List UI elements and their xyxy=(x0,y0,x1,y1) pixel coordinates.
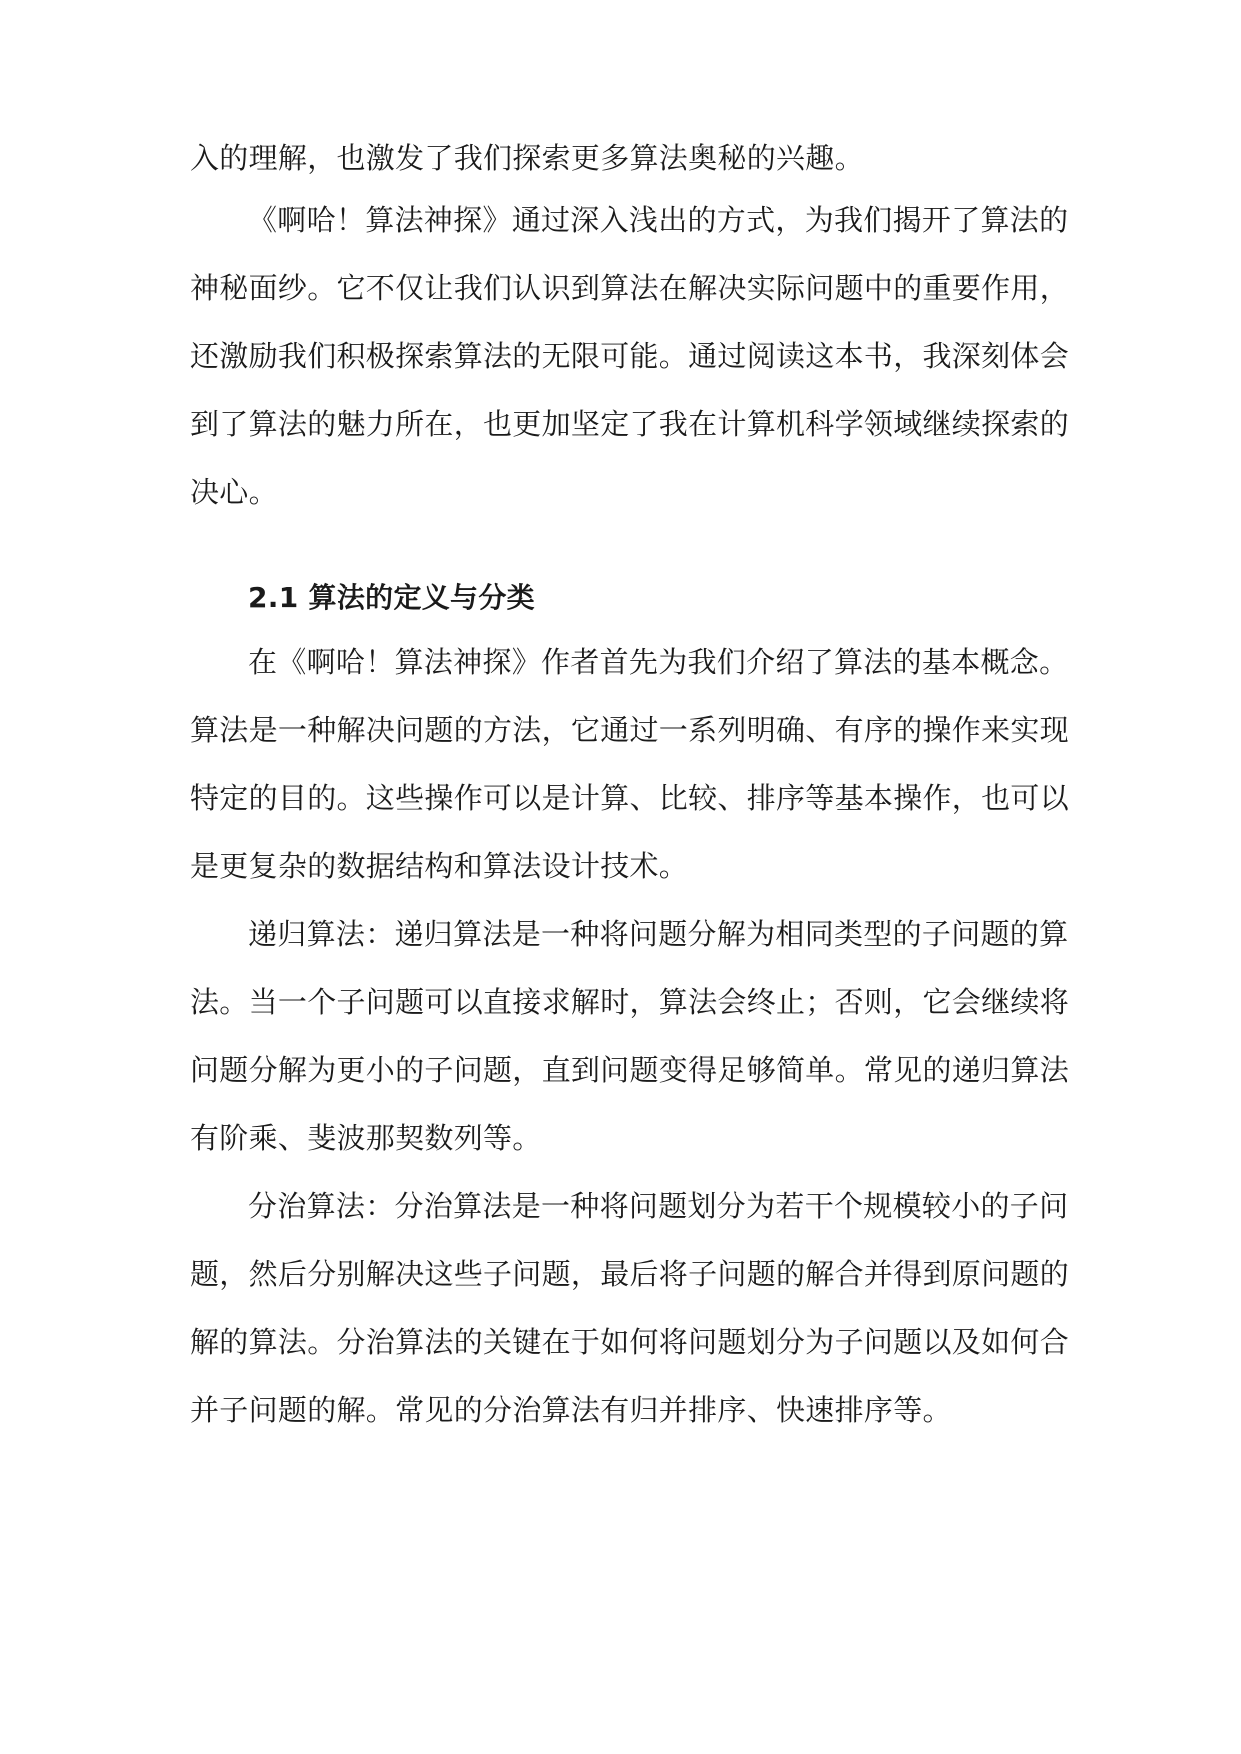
paragraph-line: 递归算法：递归算法是一种将问题分解为相同类型的子问题的算 xyxy=(248,917,1069,951)
paragraph-line: 在《啊哈！算法神探》作者首先为我们介绍了算法的基本概念。 xyxy=(248,645,1069,679)
paragraph-line: 解的算法。分治算法的关键在于如何将问题划分为子问题以及如何合 xyxy=(190,1325,1070,1359)
paragraph-line: 还激励我们积极探索算法的无限可能。通过阅读这本书，我深刻体会 xyxy=(190,339,1070,373)
paragraph-line: 有阶乘、斐波那契数列等。 xyxy=(190,1121,542,1155)
paragraph-line: 算法是一种解决问题的方法，它通过一系列明确、有序的操作来实现 xyxy=(190,713,1070,747)
paragraph-line: 法。当一个子问题可以直接求解时，算法会终止；否则，它会继续将 xyxy=(190,985,1070,1019)
paragraph-line: 是更复杂的数据结构和算法设计技术。 xyxy=(190,849,689,883)
paragraph-line: 分治算法：分治算法是一种将问题划分为若干个规模较小的子问 xyxy=(248,1189,1069,1223)
paragraph-line: 入的理解，也激发了我们探索更多算法奥秘的兴趣。 xyxy=(190,141,864,175)
paragraph-line: 题，然后分别解决这些子问题，最后将子问题的解合并得到原问题的 xyxy=(190,1257,1070,1291)
paragraph-line: 决心。 xyxy=(190,475,278,509)
paragraph-line: 到了算法的魅力所在，也更加坚定了我在计算机科学领域继续探索的 xyxy=(190,407,1070,441)
paragraph-line: 特定的目的。这些操作可以是计算、比较、排序等基本操作，也可以 xyxy=(190,781,1070,815)
paragraph-line: 并子问题的解。常见的分治算法有归并排序、快速排序等。 xyxy=(190,1393,952,1427)
paragraph-line: 神秘面纱。它不仅让我们认识到算法在解决实际问题中的重要作用， xyxy=(190,271,1070,305)
paragraph-line: 《啊哈！算法神探》通过深入浅出的方式，为我们揭开了算法的 xyxy=(248,203,1069,237)
section-heading: 2.1 算法的定义与分类 xyxy=(248,581,535,614)
paragraph-line: 问题分解为更小的子问题，直到问题变得足够简单。常见的递归算法 xyxy=(190,1053,1070,1087)
